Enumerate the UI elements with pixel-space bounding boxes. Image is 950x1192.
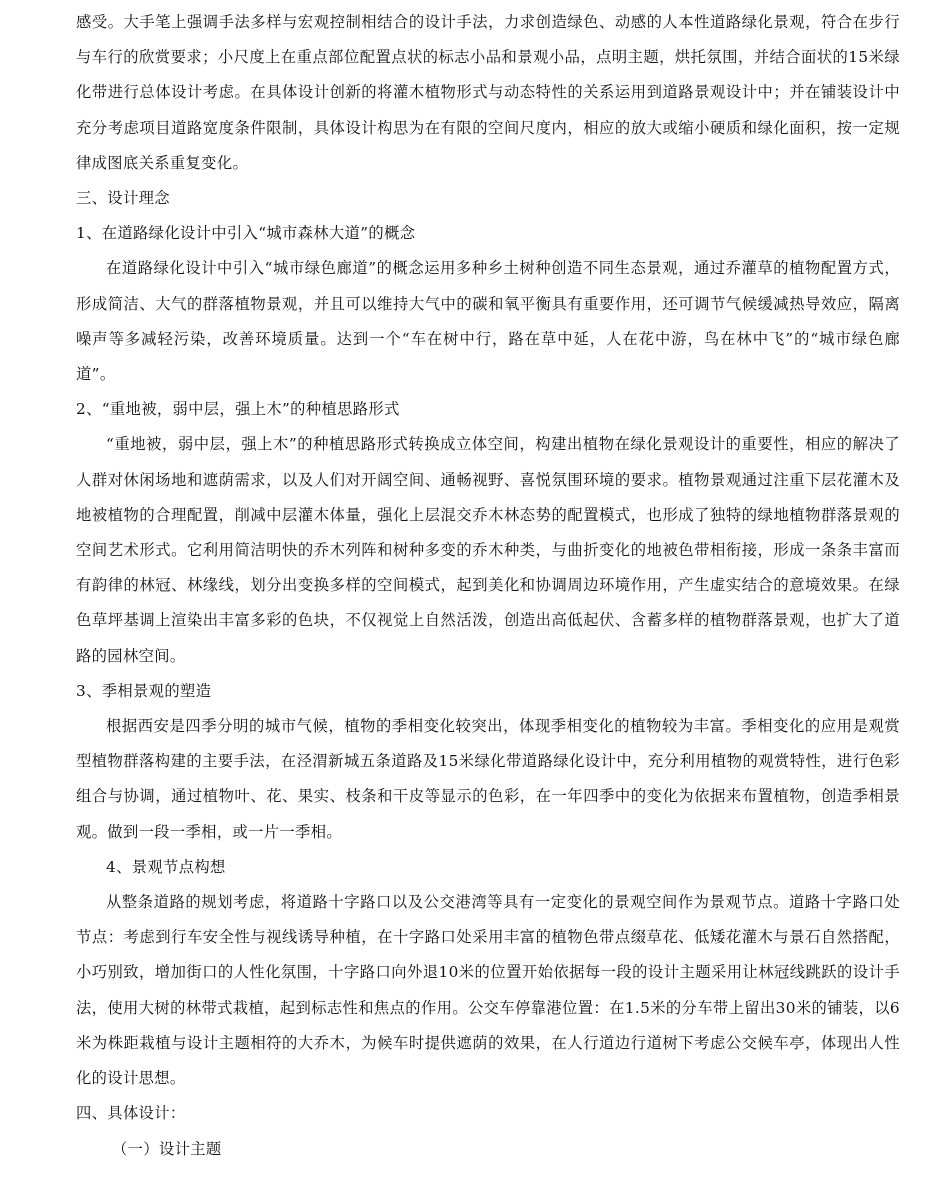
heading-1: 1、在道路绿化设计中引入“城市森林大道”的概念: [76, 224, 416, 243]
paragraph-1: 在道路绿化设计中引入“城市绿色廊道”的概念运用多种乡土树种创造不同生态景观，通过乔灌草的植物配置方式，形成简洁、大气的群落植物景观，并且可以维持大气中的碳和氧平衡具有重要作用，还可调节气候缓减热导效应，隔离噪声等多减轻污染，改善环境质量。达到一个“车在树中行，路在草中延，人在花中游，鸟在林中飞”的“城市绿色廊道”。: [76, 259, 900, 384]
heading-3: 3、季相景观的塑造: [76, 681, 212, 700]
paragraph-4: 从整条道路的规划考虑，将道路十字路口以及公交港湾等具有一定变化的景观空间作为景观节点。道路十字路口处节点：考虑到行车安全性与视线诱导种植，在十字路口处采用丰富的植物色带点缀草花、低矮花灌木与景石自然搭配，小巧别致，增加街口的人性化氛围，十字路口向外退10米的位置开始依据每一段的设计主题采用让林冠线跳跃的设计手法，使用大树的林带式栽植，起到标志性和焦点的作用。公交车停靠港位置：在1.5米的分车带上留出30米的铺装，以6米为株距栽植与设计主题相符的大乔木，为候车时提供遮荫的效果，在人行道边行道树下考虑公交候车亭，体现出人性化的设计思想。: [76, 893, 900, 1088]
subsection-1-title: （一）设计主题: [112, 1139, 222, 1158]
section-3-title: 三、设计理念: [76, 189, 170, 208]
paragraph-2: “重地被，弱中层，强上木”的种植思路形式转换成立体空间，构建出植物在绿化景观设计的重要性，相应的解决了人群对休闲场地和遮荫需求，以及人们对开阔空间、通畅视野、喜悦氛围环境的要求。植物景观通过注重下层花灌木及地被植物的合理配置，削减中层灌木体量，强化上层混交乔木林态势的配置模式，也形成了独特的绿地植物群落景观的空间艺术形式。它利用简洁明快的乔木列阵和树种多变的乔木种类，与曲折变化的地被色带相衔接，形成一条条丰富而有韵律的林冠、林缘线，划分出变换多样的空间模式，起到美化和协调周边环境作用，产生虚实结合的意境效果。在绿色草坪基调上渲染出丰富多彩的色块，不仅视觉上自然活泼，创造出高低起伏、含蓄多样的植物群落景观，也扩大了道路的园林空间。: [76, 435, 900, 665]
heading-2: 2、“重地被，弱中层，强上木”的种植思路形式: [76, 400, 400, 419]
section-4-title: 四、具体设计：: [76, 1104, 186, 1123]
document-page: [76, 0, 900, 1167]
heading-4: 4、景观节点构想: [106, 857, 226, 876]
intro-paragraph-continued: 感受。大手笔上强调手法多样与宏观控制相结合的设计手法，力求创造绿色、动感的人本性道路绿化景观，符合在步行与车行的欣赏要求；小尺度上在重点部位配置点状的标志小品和景观小品，点明主题，烘托氛围，并结合面状的15米绿化带进行总体设计考虑。在具体设计创新的将灌木植物形式与动态特性的关系运用到道路景观设计中；并在铺装设计中充分考虑项目道路宽度条件限制，具体设计构思为在有限的空间尺度内，相应的放大或缩小硬质和绿化面积，按一定规律成图底关系重复变化。: [76, 13, 900, 172]
paragraph-3: 根据西安是四季分明的城市气候，植物的季相变化较突出，体现季相变化的植物较为丰富。季相变化的应用是观赏型植物群落构建的主要手法，在泾渭新城五条道路及15米绿化带道路绿化设计中，充分利用植物的观赏特性，进行色彩组合与协调，通过植物叶、花、果实、枝条和干皮等显示的色彩，在一年四季中的变化为依据来布置植物，创造季相景观。做到一段一季相，或一片一季相。: [76, 717, 900, 841]
